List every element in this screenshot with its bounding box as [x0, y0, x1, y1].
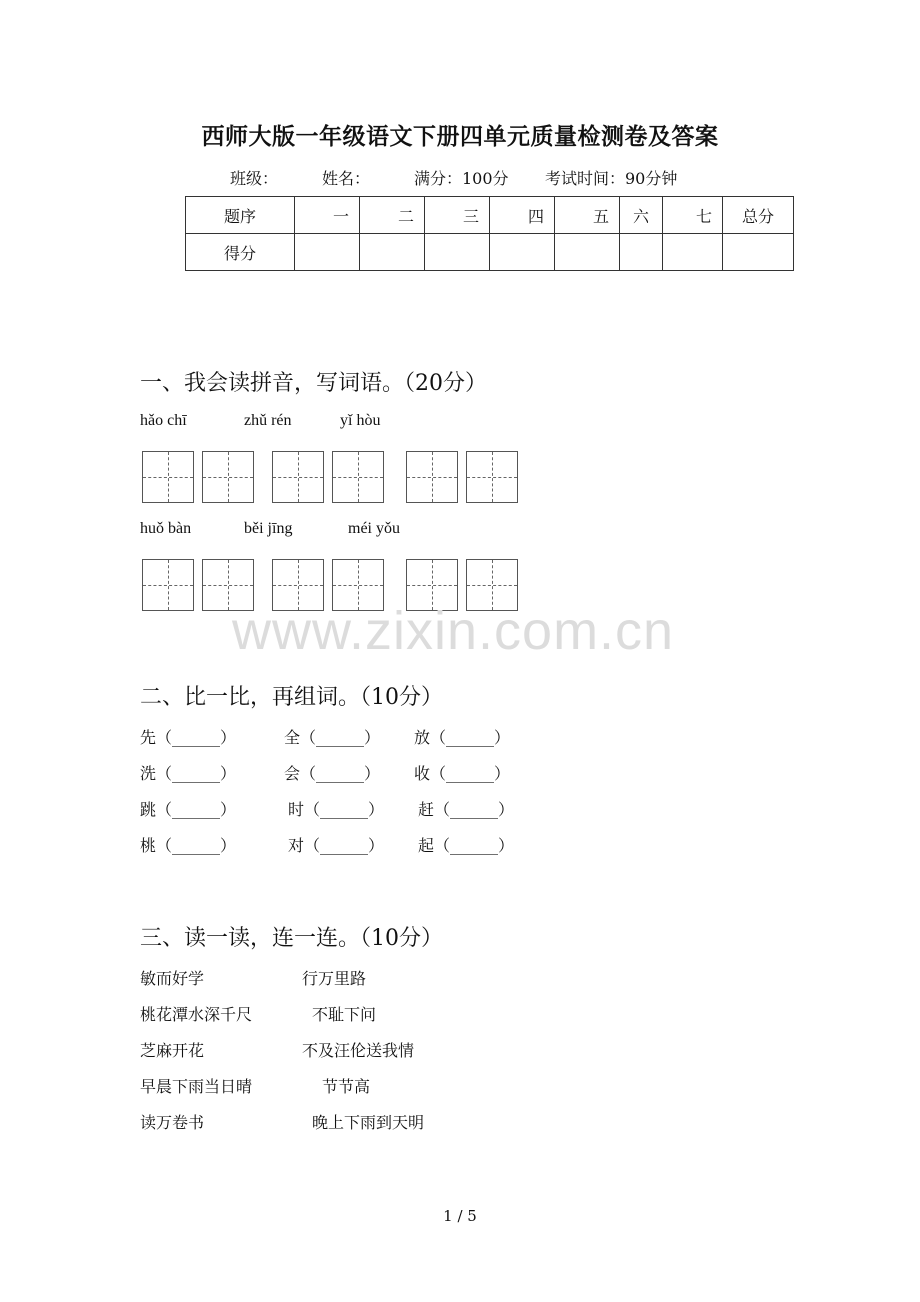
pinyin-label: běi jīng: [244, 520, 293, 537]
header-cell: 三: [425, 197, 490, 234]
writing-box[interactable]: [332, 451, 384, 503]
word-blank[interactable]: 赶（______）: [418, 800, 515, 819]
score-row-label: 得分: [186, 234, 295, 271]
writing-box[interactable]: [142, 559, 194, 611]
section-3-title: 三、读一读，连一连。（10分）: [140, 926, 443, 951]
class-label: 班级：: [230, 169, 279, 188]
writing-box[interactable]: [466, 451, 518, 503]
header-cell: 总分: [723, 197, 794, 234]
word-blank[interactable]: 跳（______）: [140, 800, 237, 819]
watermark: www.zixin.com.cn: [232, 601, 675, 661]
match-right-item[interactable]: 晚上下雨到天明: [312, 1113, 425, 1132]
score-input-cell[interactable]: [620, 234, 663, 271]
page-number: 1 / 5: [443, 1207, 477, 1225]
match-left-item[interactable]: 早晨下雨当日晴: [140, 1077, 253, 1096]
match-right-item[interactable]: 不耻下问: [312, 1005, 377, 1024]
section-1-title: 一、我会读拼音，写词语。（20分）: [140, 371, 487, 396]
score-input-cell[interactable]: [360, 234, 425, 271]
word-blank[interactable]: 收（______）: [414, 764, 511, 783]
score-input-cell[interactable]: [723, 234, 794, 271]
header-cell: 六: [620, 197, 663, 234]
name-label: 姓名：: [322, 169, 371, 188]
match-left-item[interactable]: 桃花潭水深千尺: [140, 1005, 253, 1024]
section-2-title: 二、比一比，再组词。（10分）: [140, 685, 443, 710]
score-input-cell[interactable]: [295, 234, 360, 271]
writing-box[interactable]: [202, 451, 254, 503]
full-score-label: 满分：100分: [414, 169, 509, 188]
pinyin-label: yǐ hòu: [340, 412, 381, 429]
pinyin-label: méi yǒu: [348, 520, 400, 537]
header-cell: 题序: [186, 197, 295, 234]
score-table-header-row: [186, 197, 794, 234]
writing-box[interactable]: [406, 451, 458, 503]
match-left-item[interactable]: 芝麻开花: [140, 1041, 205, 1060]
word-blank[interactable]: 先（______）: [140, 728, 237, 747]
word-blank[interactable]: 全（______）: [284, 728, 381, 747]
score-input-cell[interactable]: [490, 234, 555, 271]
header-cell: 五: [555, 197, 620, 234]
word-blank[interactable]: 洗（______）: [140, 764, 237, 783]
score-table-score-row: [186, 234, 794, 271]
pinyin-label: huǒ bàn: [140, 520, 192, 537]
match-right-item[interactable]: 行万里路: [302, 969, 367, 988]
word-blank[interactable]: 对（______）: [288, 836, 385, 855]
header-cell: 一: [295, 197, 360, 234]
score-input-cell[interactable]: [425, 234, 490, 271]
word-blank[interactable]: 放（______）: [414, 728, 511, 747]
word-blank[interactable]: 时（______）: [288, 800, 385, 819]
page-title: 西师大版一年级语文下册四单元质量检测卷及答案: [201, 123, 719, 150]
header-cell: 二: [360, 197, 425, 234]
header-cell: 七: [663, 197, 723, 234]
match-right-item[interactable]: 不及汪伦送我情: [302, 1041, 415, 1060]
word-blank[interactable]: 起（______）: [418, 836, 515, 855]
pinyin-label: zhǔ rén: [244, 412, 292, 429]
score-input-cell[interactable]: [663, 234, 723, 271]
word-blank[interactable]: 桃（______）: [140, 836, 237, 855]
writing-box[interactable]: [142, 451, 194, 503]
match-left-item[interactable]: 读万卷书: [140, 1113, 205, 1132]
match-left-item[interactable]: 敏而好学: [140, 969, 205, 988]
header-cell: 四: [490, 197, 555, 234]
score-input-cell[interactable]: [555, 234, 620, 271]
score-table: [185, 196, 794, 271]
exam-time-label: 考试时间：90分钟: [545, 169, 678, 188]
word-blank[interactable]: 会（______）: [284, 764, 381, 783]
pinyin-label: hǎo chī: [140, 412, 187, 429]
match-right-item[interactable]: 节节高: [322, 1077, 371, 1096]
writing-box[interactable]: [272, 451, 324, 503]
